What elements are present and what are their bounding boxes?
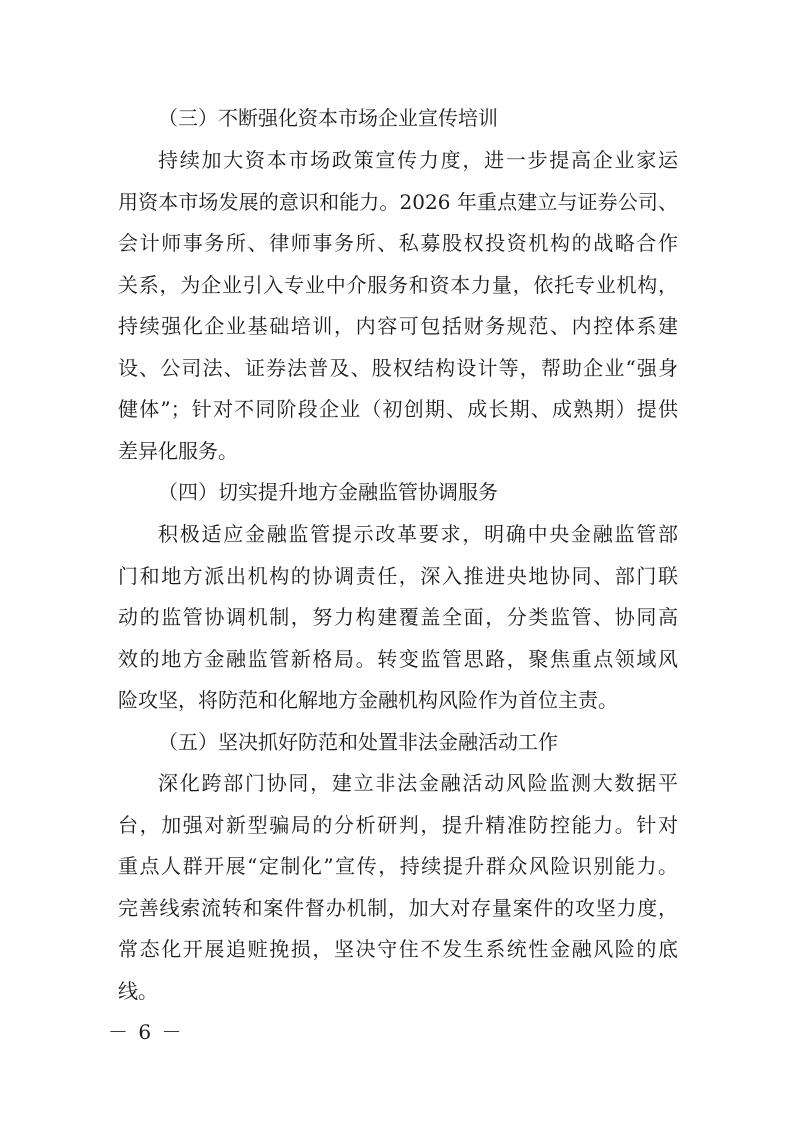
paragraph-line: 台，加强对新型骗局的分析研判，提升精准防控能力。针对 [118,813,678,837]
paragraph-line: 动的监管协调机制，努力构建覆盖全面，分类监管、协同高 [118,605,678,629]
paragraph-line: 设、公司法、证券法普及、股权结构设计等，帮助企业“强身 [118,356,678,380]
paragraph-line: 险攻坚，将防范和化解地方金融机构风险作为首位主责。 [118,688,618,712]
paragraph-line: 重点人群开展“定制化”宣传，持续提升群众风险识别能力。 [118,854,678,878]
paragraph-line: 持续加大资本市场政策宣传力度，进一步提高企业家运 [158,148,678,172]
paragraph-line: 深化跨部门协同，建立非法金融活动风险监测大数据平 [158,771,678,795]
page-number: － 6 － [108,1020,184,1044]
section-heading: （三）不断强化资本市场企业宣传培训 [158,106,498,130]
section-heading: （四）切实提升地方金融监管协调服务 [158,480,498,504]
paragraph-line: 持续强化企业基础培训，内容可包括财务规范、内控体系建 [118,314,678,338]
paragraph-line: 会计师事务所、律师事务所、私募股权投资机构的战略合作 [118,231,678,255]
paragraph-line: 线。 [118,979,158,1003]
section-heading: （五）坚决抓好防范和处置非法金融活动工作 [158,730,558,754]
paragraph-line: 门和地方派出机构的协调责任，深入推进央地协同、部门联 [118,564,678,588]
paragraph-line: 关系，为企业引入专业中介服务和资本力量，依托专业机构， [118,273,678,297]
paragraph-line: 用资本市场发展的意识和能力。2026 年重点建立与证券公司、 [118,190,678,214]
paragraph-line: 积极适应金融监管提示改革要求，明确中央金融监管部 [158,522,678,546]
paragraph-line: 差异化服务。 [118,439,238,463]
paragraph-line: 健体”；针对不同阶段企业（初创期、成长期、成熟期）提供 [118,397,678,421]
paragraph-line: 效的地方金融监管新格局。转变监管思路，聚焦重点领域风 [118,647,678,671]
paragraph-line: 常态化开展追赃挽损，坚决守住不发生系统性金融风险的底 [118,937,678,961]
paragraph-line: 完善线索流转和案件督办机制，加大对存量案件的攻坚力度， [118,896,678,920]
